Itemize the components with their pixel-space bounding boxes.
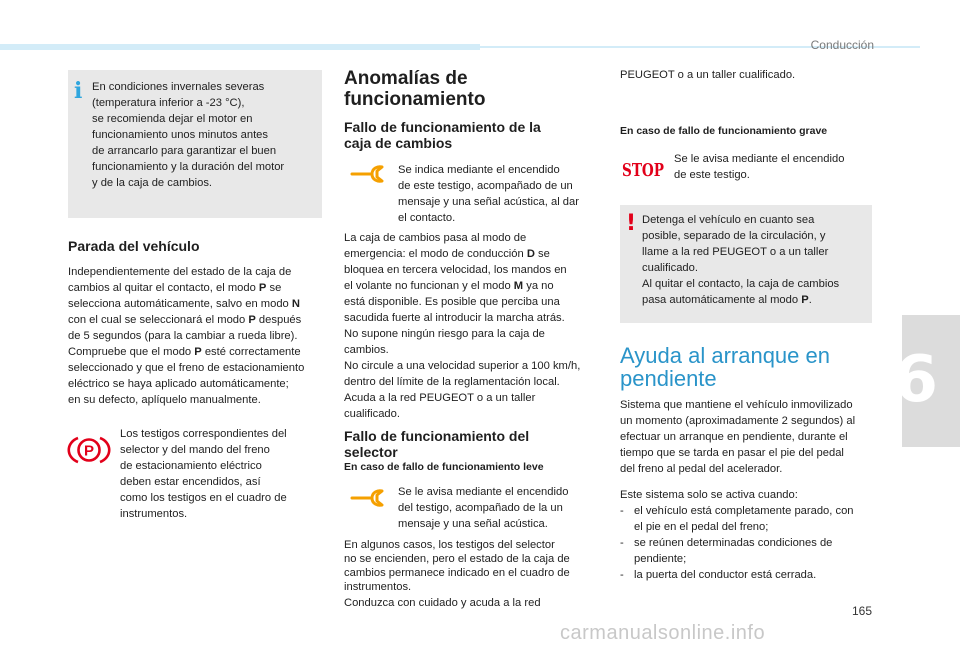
text-line: está disponible. Es posible que perciba una (344, 296, 560, 308)
gearbox-warning-text (398, 162, 604, 226)
page-number: 165 (851, 604, 872, 618)
note-line: y de la caja de cambios. (92, 177, 213, 189)
text-line: selector y del mando del freno (120, 444, 270, 456)
text-line: Se le avisa mediante el encendido (674, 153, 845, 165)
parking-heading: Parada del vehículo (68, 238, 200, 254)
note-line: funcionamiento y la duración del motor (92, 161, 285, 173)
info-note-text (92, 79, 318, 191)
warning-note (620, 205, 872, 323)
text-line: del testigo, acompañado de la un (398, 502, 563, 514)
text-line: seleccionado y que el freno de estacionamiento (68, 362, 305, 374)
text-line: La caja de cambios pasa al modo de (344, 232, 527, 244)
minor-fault-label: En caso de fallo de funcionamiento leve (344, 461, 544, 473)
text-line: como los testigos en el cuadro de (120, 492, 287, 504)
info-icon: i (74, 78, 83, 104)
hill-start-paragraph (620, 397, 882, 477)
gearbox-paragraph (344, 230, 606, 422)
note-line: (temperatura inferior a -23 °C), (92, 97, 245, 109)
note-line: funcionamiento unos minutos antes (92, 129, 269, 141)
wrench-icon (350, 164, 384, 184)
text-line: bloquea en tercera velocidad, los mandos en (344, 264, 567, 276)
activation-block (620, 487, 882, 583)
exclamation-icon: ! (626, 211, 637, 236)
text-line: Sistema que mantiene el vehículo inmovilizado (620, 399, 853, 411)
warning-note-text (642, 212, 868, 308)
text-line: mensaje y una señal acústica, al dar (398, 196, 579, 208)
info-note (68, 70, 322, 218)
text-line: cambios permanece indicado en el cuadro de (344, 567, 570, 579)
text-line: Conduzca con cuidado y acuda a la red (344, 597, 541, 609)
list-item: - se reúnen determinadas condiciones de pendiente; (620, 535, 882, 567)
text-line: selecciona automáticamente, salvo en modo N (68, 298, 300, 310)
serious-fault-label: En caso de fallo de funcionamiento grave (620, 125, 828, 137)
text-line: deben estar encendidos, así (120, 476, 261, 488)
text-line: No supone ningún riesgo para la caja de (344, 328, 545, 340)
anomalies-heading: Anomalías de funcionamiento (344, 68, 486, 110)
text-line: eléctrico se haya aplicado automáticamente; (68, 378, 289, 390)
activation-intro: Este sistema solo se activa cuando: (620, 489, 798, 501)
note-line: llame a la red PEUGEOT o a un taller (642, 246, 829, 258)
text-line: dentro del límite de la reglamentación local. (344, 376, 560, 388)
text-line: el volante no funcionan y el modo M ya no (344, 280, 554, 292)
text-line: no se encienden, pero el estado de la caja de (344, 553, 570, 565)
chapter-number: 6 (893, 343, 938, 417)
hill-start-heading: Ayuda al arranque en pendiente (620, 343, 830, 391)
parking-brake-icon (70, 434, 108, 466)
text-line: instrumentos. (120, 508, 188, 520)
selector-heading: Fallo de funcionamiento del selector (344, 428, 530, 460)
text-line: de 5 segundos (para la cambiar a rueda libre). (68, 330, 298, 342)
selector-paragraph (344, 538, 606, 610)
text-line: instrumentos. (344, 581, 412, 593)
text-line: cambios al quitar el contacto, el modo P se (68, 282, 282, 294)
gearbox-heading: Fallo de funcionamiento de la caja de cambios (344, 119, 541, 151)
text-line: Los testigos correspondientes del (120, 428, 287, 440)
text-line: En algunos casos, los testigos del selector (344, 539, 555, 551)
note-line: de arrancarlo para garantizar el buen (92, 145, 277, 157)
text-line: sacudida fuerte al introducir la marcha atrás. (344, 312, 565, 324)
section-name: Conducción (810, 38, 874, 52)
note-line: se recomienda dejar el motor en (92, 113, 253, 125)
text-line: en su defecto, aplíquelo manualmente. (68, 394, 261, 406)
parking-paragraph (68, 264, 330, 408)
note-line: cualificado. (642, 262, 698, 274)
wrench-icon (350, 488, 384, 508)
text-line: el contacto. (398, 212, 456, 224)
text-line: con el cual se seleccionará el modo P después (68, 314, 302, 326)
text-line: Acuda a la red PEUGEOT o a un taller (344, 392, 536, 404)
text-line: Compruebe que el modo P esté correctamente (68, 346, 301, 358)
header-accent-bar (0, 44, 480, 50)
text-line: cualificado. (344, 408, 400, 420)
text-line: mensaje y una señal acústica. (398, 518, 548, 530)
watermark: carmanualsonline.info (560, 622, 766, 644)
continuation-line: PEUGEOT o a un taller cualificado. (620, 69, 796, 81)
stop-icon-label: STOP (622, 160, 665, 181)
text-line: Se indica mediante el encendido (398, 164, 560, 176)
lamps-paragraph (120, 426, 330, 522)
note-line: pasa automáticamente al modo P. (642, 294, 812, 306)
stop-icon (622, 158, 664, 180)
minor-warning-text (398, 484, 604, 532)
note-line: En condiciones invernales severas (92, 81, 265, 93)
text-line: de este testigo, acompañado de un (398, 180, 573, 192)
text-line: tiempo que se tarda en pasar el pie del pedal (620, 447, 844, 459)
svg-text:P: P (83, 442, 95, 460)
text-line: un momento (aproximadamente 2 segundos) al (620, 415, 856, 427)
text-line: No circule a una velocidad superior a 100 km/h, (344, 360, 581, 372)
list-item: - el vehículo está completamente parado, con el pie en el pedal del freno; (620, 503, 882, 535)
note-line: posible, separado de la circulación, y (642, 230, 826, 242)
text-line: Independientemente del estado de la caja de (68, 266, 292, 278)
note-line: Al quitar el contacto, la caja de cambios (642, 278, 840, 290)
list-item: - la puerta del conductor está cerrada. (620, 567, 882, 583)
text-line: de este testigo. (674, 169, 750, 181)
text-line: de estacionamiento eléctrico (120, 460, 262, 472)
text-line: Se le avisa mediante el encendido (398, 486, 569, 498)
text-line: cambios. (344, 344, 389, 356)
text-line: efectuar un arranque en pendiente, durante el (620, 431, 848, 443)
note-line: Detenga el vehículo en cuanto sea (642, 214, 815, 226)
text-line: emergencia: el modo de conducción D se (344, 248, 550, 260)
stop-warning-text (674, 151, 874, 183)
conditions-list (620, 503, 882, 583)
text-line: del freno al pedal del acelerador. (620, 463, 783, 475)
